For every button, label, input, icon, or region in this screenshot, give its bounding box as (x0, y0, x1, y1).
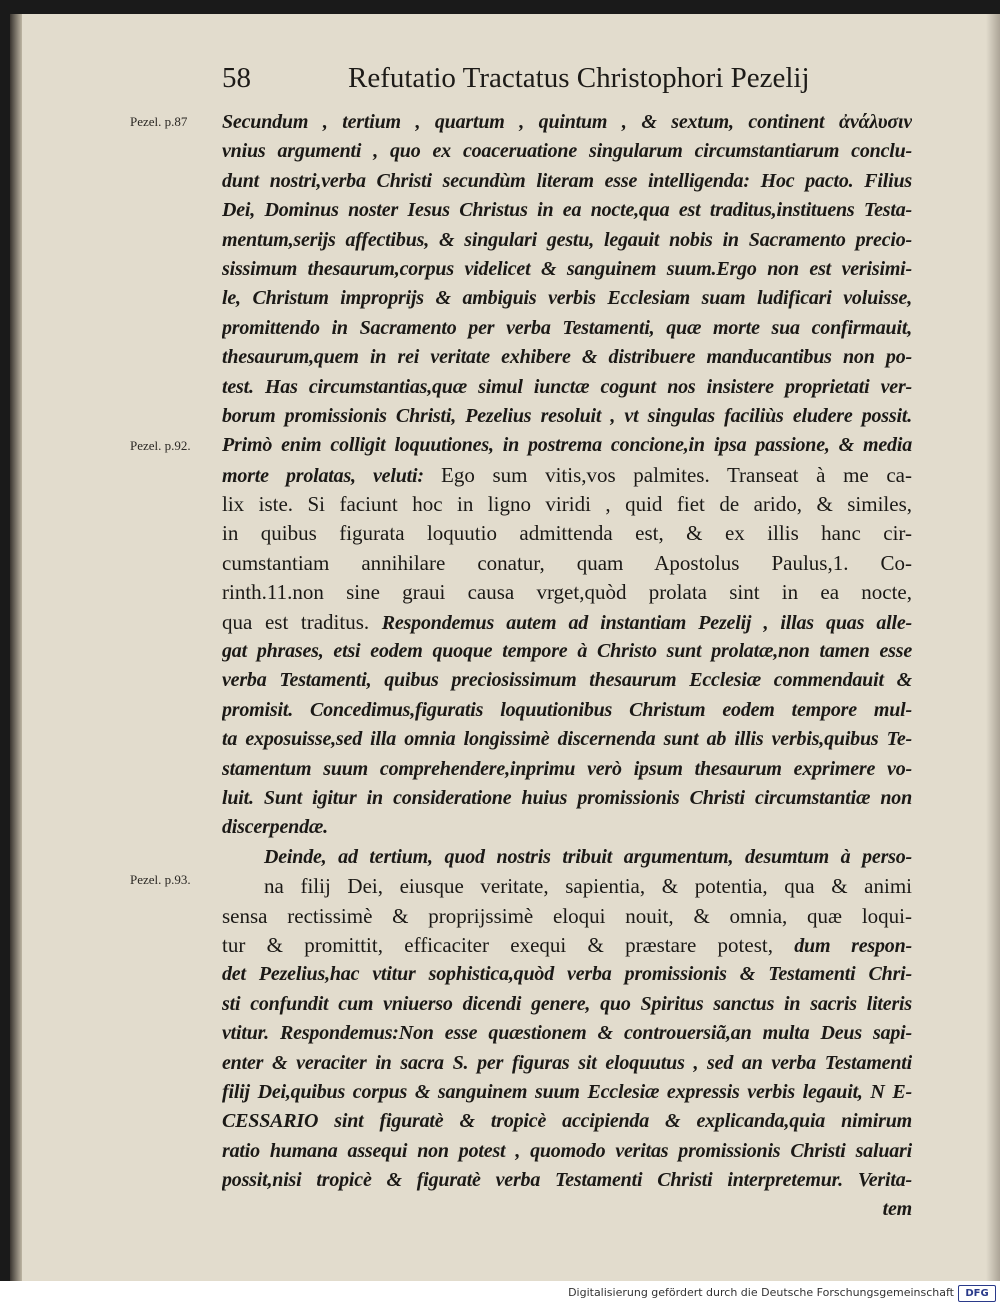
text-line: promittendo in Sacramento per verba Testamenti, quæ morte sua confirmauit, (222, 316, 912, 339)
text-line: cumstantiam annihilare conatur, quam Apostolus Paulus,1. Co- (222, 550, 912, 575)
text-line: thesaurum,quem in rei veritate exhibere & distribuere manducantibus non po- (222, 346, 912, 369)
text-segment: Ego sum vitis,vos palmites. Transeat à me ca- (441, 462, 912, 487)
text-line: stamentum suum comprehendere,inprimu verò ipsum thesaurum exprimere vo- (222, 757, 912, 780)
text-line: CESSARIO sint figuratè & tropicè accipienda & explicanda,quia nimirum (222, 1110, 912, 1133)
text-line: verba Testamenti, quibus preciosissimum thesaurum Ecclesiæ commendauit & (222, 669, 912, 692)
text-line: Dei, Dominus noster Iesus Christus in ea nocte,qua est traditus,instituens Testa- (222, 199, 912, 222)
margin-note: Pezel. p.92. (130, 438, 191, 453)
running-title: Refutatio Tractatus Christophori Pezelij (348, 62, 810, 94)
text-line: vtitur. Respondemus:Non esse quæstionem & controuersiã,an multa Deus sapi- (222, 1022, 912, 1045)
text-line: promisit. Concedimus,figuratis loquutionibus Christum eodem tempore mul- (222, 698, 912, 721)
text-line: sissimum thesaurum,corpus videlicet & sanguinem suum.Ergo non est verisimi- (222, 257, 912, 280)
catchword: tem (882, 1198, 912, 1221)
text-line: borum promissionis Christi, Pezelius resoluit , vt singulas faciliùs eludere possit. (222, 404, 912, 427)
text-line: gat phrases, etsi eodem quoque tempore à Christo sunt prolatæ,non tamen esse (222, 640, 912, 663)
margin-note: Pezel. p.87 (130, 114, 188, 129)
page-number: 58 (222, 62, 251, 94)
body-text (222, 108, 912, 1225)
text-line: possit,nisi tropicè & figuratè verba Testamenti Christi interpretemur. Verita- (222, 1169, 912, 1192)
text-line (222, 608, 912, 637)
page-shadow (986, 14, 1000, 1281)
text-line: ta exposuisse,sed illa omnia longissimè discernenda sunt ab illis verbis,quibus Te- (222, 728, 912, 751)
text-line: mentum,serijs affectibus, & singulari gestu, legauit nobis in Sacramento precio- (222, 228, 912, 251)
text-line (222, 931, 912, 960)
text-line: in quibus figurata loquutio admittenda est, & ex illis hanc cir- (222, 521, 912, 546)
funding-credit: Digitalisierung gefördert durch die Deutsche Forschungsgemeinschaft (568, 1286, 954, 1299)
text-line: filij Dei,quibus corpus & sanguinem suum Ecclesiæ expressis verbis legauit, N E- (222, 1080, 912, 1103)
text-segment: qua est traditus. (222, 609, 382, 634)
text-segment: morte prolatas, veluti: (222, 464, 441, 487)
text-line: Deinde, ad tertium, quod nostris tribuit argumentum, desumtum à perso- (264, 845, 912, 868)
text-line: sti confundit cum vniuerso dicendi genere, quo Spiritus sanctus in sacris literis (222, 992, 912, 1015)
text-line: test. Has circumstantias,quæ simul iunctæ cogunt nos insistere proprietati ver- (222, 375, 912, 398)
margin-note: Pezel. p.93. (130, 872, 191, 887)
text-line: discerpendæ. (222, 816, 328, 839)
text-line: vnius argumenti , quo ex coaceruatione singularum circumstantiarum conclu- (222, 140, 912, 163)
text-line: luit. Sunt igitur in consideratione huius promissionis Christi circumstantiæ non (222, 786, 912, 809)
footer-bar (0, 1281, 1000, 1305)
book-page (10, 14, 1000, 1281)
text-segment: Respondemus autem ad instantiam Pezelij , illas quas alle- (381, 611, 912, 634)
dfg-logo: DFG (958, 1285, 996, 1302)
text-line: rinth.11.non sine graui causa vrget,quòd prolata sint in ea nocte, (222, 580, 912, 605)
text-line: lix iste. Si faciunt hoc in ligno viridi , quid fiet de arido, & similes, (222, 492, 912, 517)
text-line: Secundum , tertium , quartum , quintum , & sextum, continent ἀνάλυσιν (222, 111, 912, 133)
text-line: enter & veraciter in sacra S. per figuras sit eloquutus , sed an verba Testamenti (222, 1051, 912, 1074)
text-line: dunt nostri,verba Christi secundùm literam esse intelligenda: Hoc pacto. Filius (222, 169, 912, 192)
text-line: ratio humana assequi non potest , quomodo veritas promissionis Christi saluari (222, 1139, 912, 1162)
text-segment: dum respon- (794, 934, 912, 957)
text-line: na filij Dei, eiusque veritate, sapientia, & potentia, qua & animi (264, 874, 912, 899)
text-line: Primò enim colligit loquutiones, in postrema concione,in ipsa passione, & media (222, 434, 912, 457)
page-gutter (10, 14, 22, 1281)
text-line: det Pezelius,hac vtitur sophistica,quòd verba promissionis & Testamenti Chri- (222, 963, 912, 986)
text-line: sensa rectissimè & proprijssimè eloqui nouit, & omnia, quæ loqui- (222, 903, 912, 928)
text-line: le, Christum improprijs & ambiguis verbis Ecclesiam suam ludificari voluisse, (222, 287, 912, 310)
text-segment: tur & promittit, efficaciter exequi & præstare potest, (222, 932, 795, 957)
text-line (222, 461, 912, 490)
